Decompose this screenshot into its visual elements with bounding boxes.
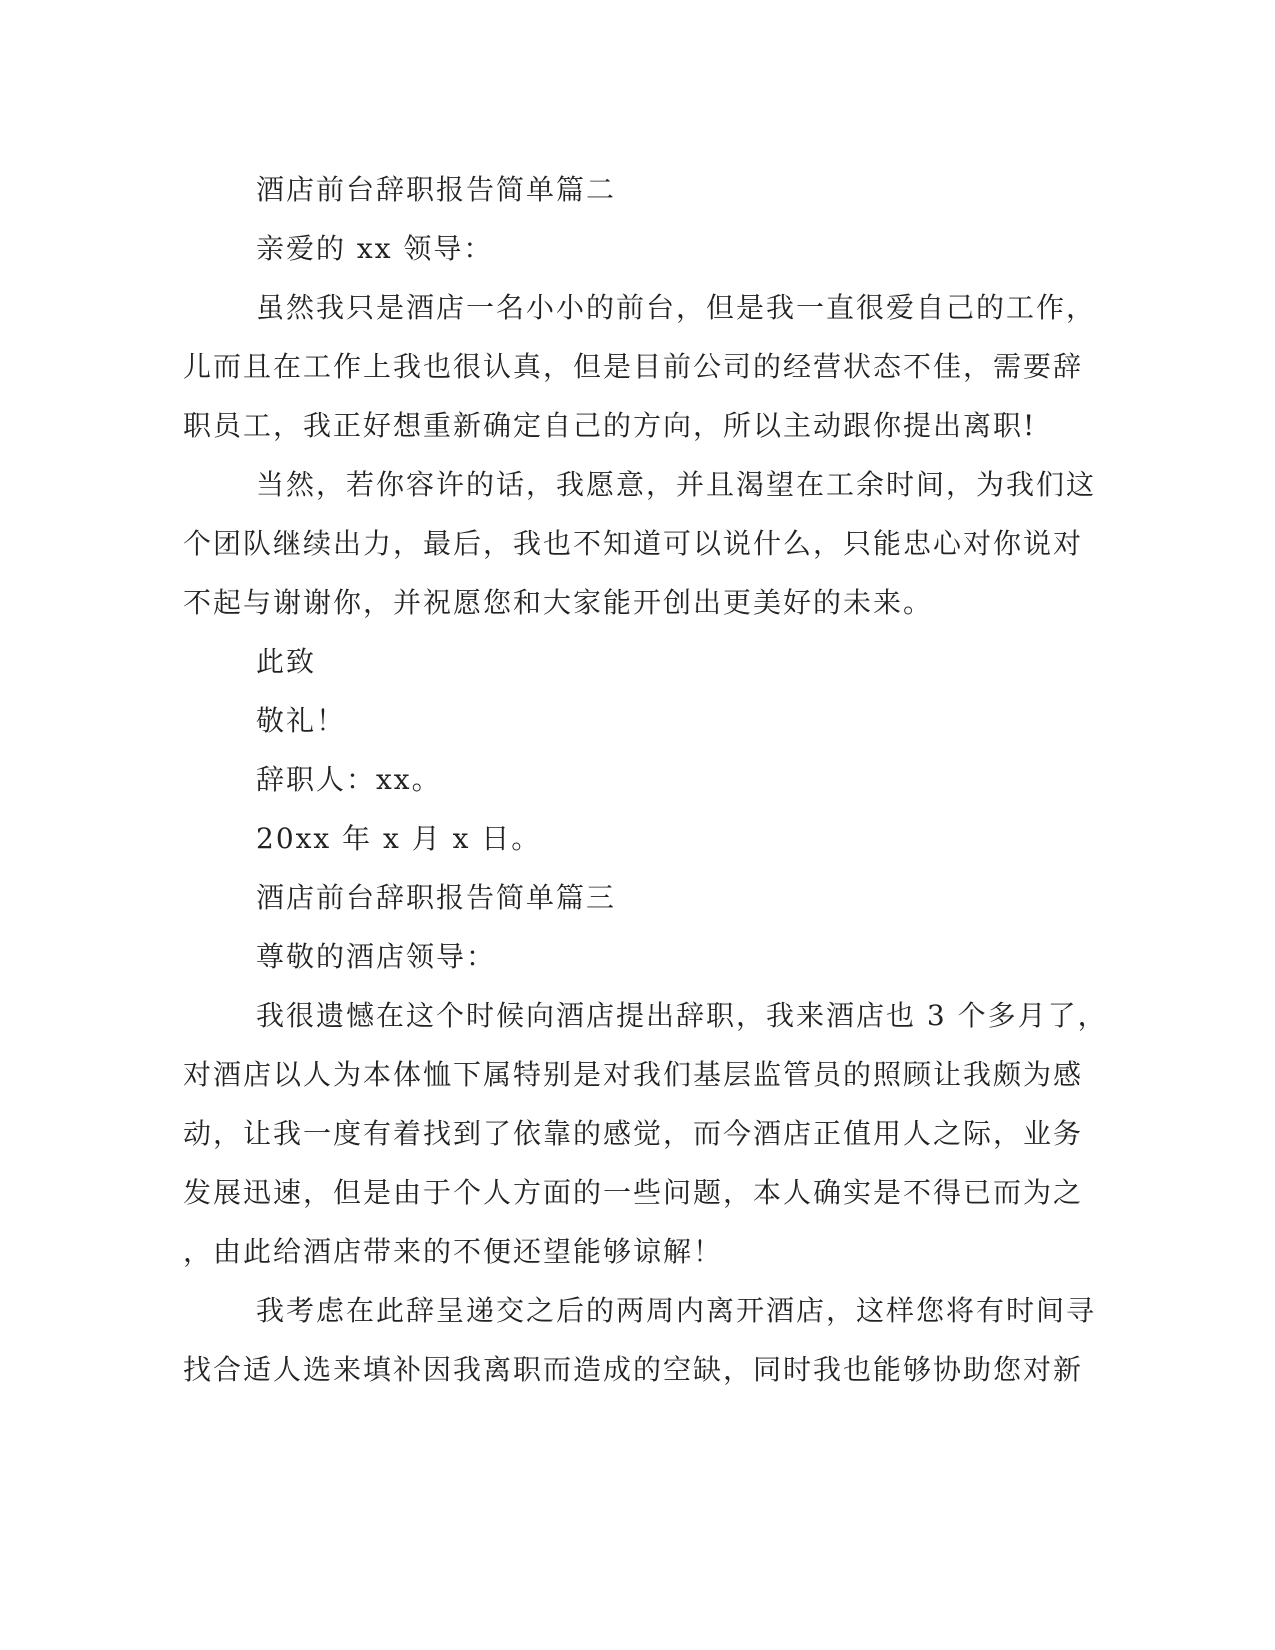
paragraph-line: 虽然我只是酒店一名小小的前台，但是我一直很爱自己的工作， [256,291,1097,324]
paragraph-line: 职员工，我正好想重新确定自己的方向，所以主动跟你提出离职! [183,409,1037,442]
salutation-line: 尊敬的酒店领导： [256,940,497,973]
paragraph-line: 当然，若你容许的话，我愿意，并且渴望在工余时间，为我们这 [256,468,1097,501]
paragraph-line: 找合适人选来填补因我离职而造成的空缺，同时我也能够协助您对新 [183,1353,1084,1386]
closing-regards: 敬礼！ [256,704,347,737]
paragraph-line: 发展迅速，但是由于个人方面的一些问题，本人确实是不得已而为之 [183,1176,1084,1209]
paragraph-line: 对酒店以人为本体恤下属特别是对我们基层监管员的照顾让我颇为感 [183,1058,1084,1091]
paragraph-line: 我考虑在此辞呈递交之后的两周内离开酒店，这样您将有时间寻 [256,1294,1097,1327]
section-heading-part-3: 酒店前台辞职报告简单篇三 [256,881,617,914]
document-body [183,160,1108,1399]
date-line: 20xx 年 x 月 x 日。 [256,822,542,855]
paragraph-line: 不起与谢谢你，并祝愿您和大家能开创出更美好的未来。 [183,586,934,619]
paragraph-line: ，由此给酒店带来的不便还望能够谅解！ [183,1235,724,1268]
closing-line: 此致 [256,645,317,678]
signature-line: 辞职人：xx。 [256,763,442,796]
salutation-line: 亲爱的 xx 领导： [256,232,494,265]
paragraph-line: 儿而且在工作上我也很认真，但是目前公司的经营状态不佳，需要辞 [183,350,1084,383]
paragraph-line: 我很遗憾在这个时候向酒店提出辞职，我来酒店也 3 个多月了， [256,999,1108,1032]
paragraph-line: 动，让我一度有着找到了依靠的感觉，而今酒店正值用人之际，业务 [183,1117,1084,1150]
section-heading-part-2: 酒店前台辞职报告简单篇二 [256,173,617,206]
paragraph-line: 个团队继续出力，最后，我也不知道可以说什么，只能忠心对你说对 [183,527,1084,560]
